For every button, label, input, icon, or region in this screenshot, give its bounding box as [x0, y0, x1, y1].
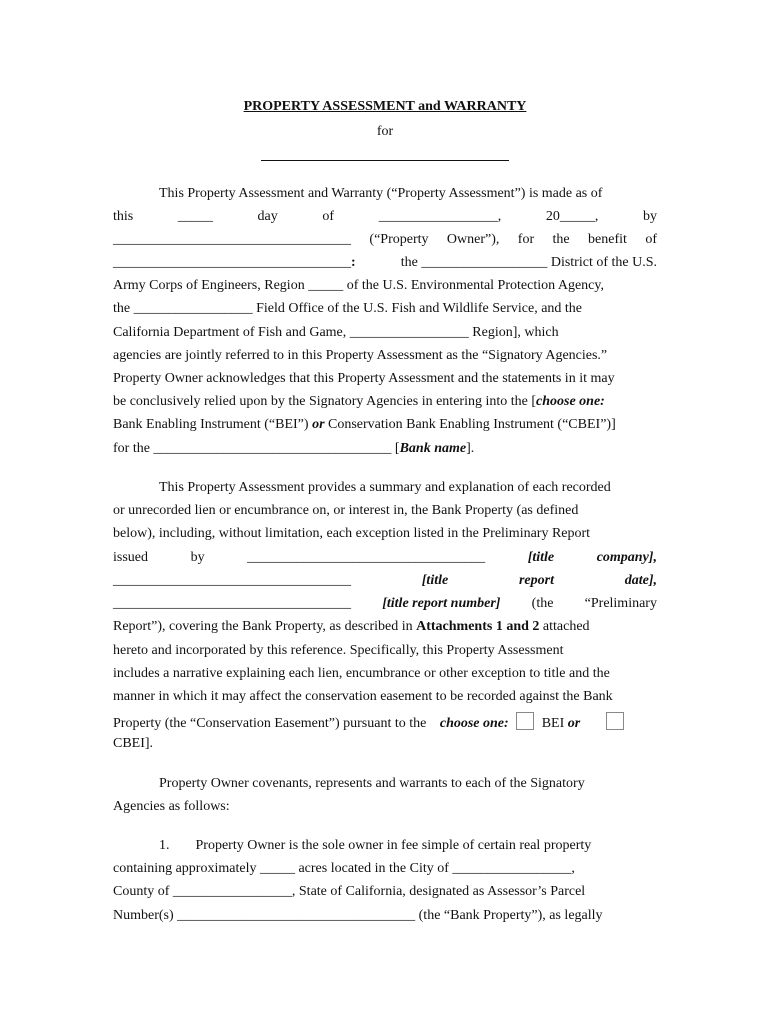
paragraph-1-line-1: This Property Assessment and Warranty (“Property Assessment”) is made as of	[159, 186, 603, 201]
paragraph-4-line-2: containing approximately _____ acres located in the City of _________________,	[113, 861, 575, 876]
paragraph-2-line-5: __________________________________ [title report date],	[113, 573, 657, 588]
paragraph-3-line-2: Agencies as follows:	[113, 799, 230, 814]
paragraph-2-line-8: hereto and incorporated by this reference. Specifically, this Property Assessment	[113, 643, 564, 658]
paragraph-2-line-6: __________________________________ [title report number] (the “Preliminary	[113, 596, 657, 611]
paragraph-1-line-12: for the __________________________________ [Bank name].	[113, 441, 475, 456]
section-number: 1.	[159, 838, 170, 853]
title-for: for	[376, 124, 394, 139]
paragraph-1-line-7: California Department of Fish and Game, _________________ Region], which	[113, 325, 559, 340]
paragraph-2-line-9: includes a narrative explaining each lien, encumbrance or other exception to title and the	[113, 666, 610, 681]
bei-checkbox[interactable]	[516, 712, 534, 730]
paragraph-2-line-4: issued by __________________________________ [title company],	[113, 550, 657, 565]
paragraph-1-line-2: this _____ day of _________________, 20_____, by	[113, 209, 657, 224]
document-title: PROPERTY ASSESSMENT and WARRANTY	[243, 99, 527, 114]
paragraph-1-line-11: Bank Enabling Instrument (“BEI”) or Conservation Bank Enabling Instrument (“CBEI”)]	[113, 417, 616, 432]
paragraph-1-line-4: __________________________________: the __________________ District of the U.S.	[113, 255, 657, 270]
paragraph-2-line-3: below), including, without limitation, each exception listed in the Preliminary Report	[113, 526, 591, 541]
cbei-checkbox[interactable]	[606, 712, 624, 730]
paragraph-1-line-9: Property Owner acknowledges that this Property Assessment and the statements in it may	[113, 371, 615, 386]
paragraph-2-line-10: manner in which it may affect the conservation easement to be recorded against the Bank	[113, 689, 613, 704]
paragraph-4-line-1: 1. Property Owner is the sole owner in fee simple of certain real property	[159, 838, 592, 853]
paragraph-1-line-8: agencies are jointly referred to in this Property Assessment as the “Signatory Agencies.”	[113, 348, 608, 363]
paragraph-2-line-12: CBEI].	[113, 736, 154, 751]
paragraph-3-line-1: Property Owner covenants, represents and warrants to each of the Signatory	[159, 776, 585, 791]
paragraph-1-line-6: the _________________ Field Office of the U.S. Fish and Wildlife Service, and the	[113, 301, 583, 316]
title-blank-line	[261, 160, 509, 161]
paragraph-2-line-7: Report”), covering the Bank Property, as described in Attachments 1 and 2 attached	[113, 619, 590, 634]
paragraph-1-line-5: Army Corps of Engineers, Region _____ of the U.S. Environmental Protection Agency,	[113, 278, 604, 293]
paragraph-4-line-3: County of _________________, State of California, designated as Assessor’s Parcel	[113, 884, 586, 899]
paragraph-1-line-10: be conclusively relied upon by the Signatory Agencies in entering into the [choose one:	[113, 394, 605, 409]
paragraph-2-line-2: or unrecorded lien or encumbrance on, or interest in, the Bank Property (as defined	[113, 503, 579, 518]
paragraph-2-line-1: This Property Assessment provides a summary and explanation of each recorded	[159, 480, 611, 495]
paragraph-4-line-4: Number(s) __________________________________ (the “Bank Property”), as legally	[113, 908, 603, 923]
paragraph-1-line-3: __________________________________ (“Property Owner”), for the benefit of	[113, 232, 657, 247]
paragraph-2-line-11: Property (the “Conservation Easement”) pursuant to the choose one: BEI or	[113, 712, 657, 730]
